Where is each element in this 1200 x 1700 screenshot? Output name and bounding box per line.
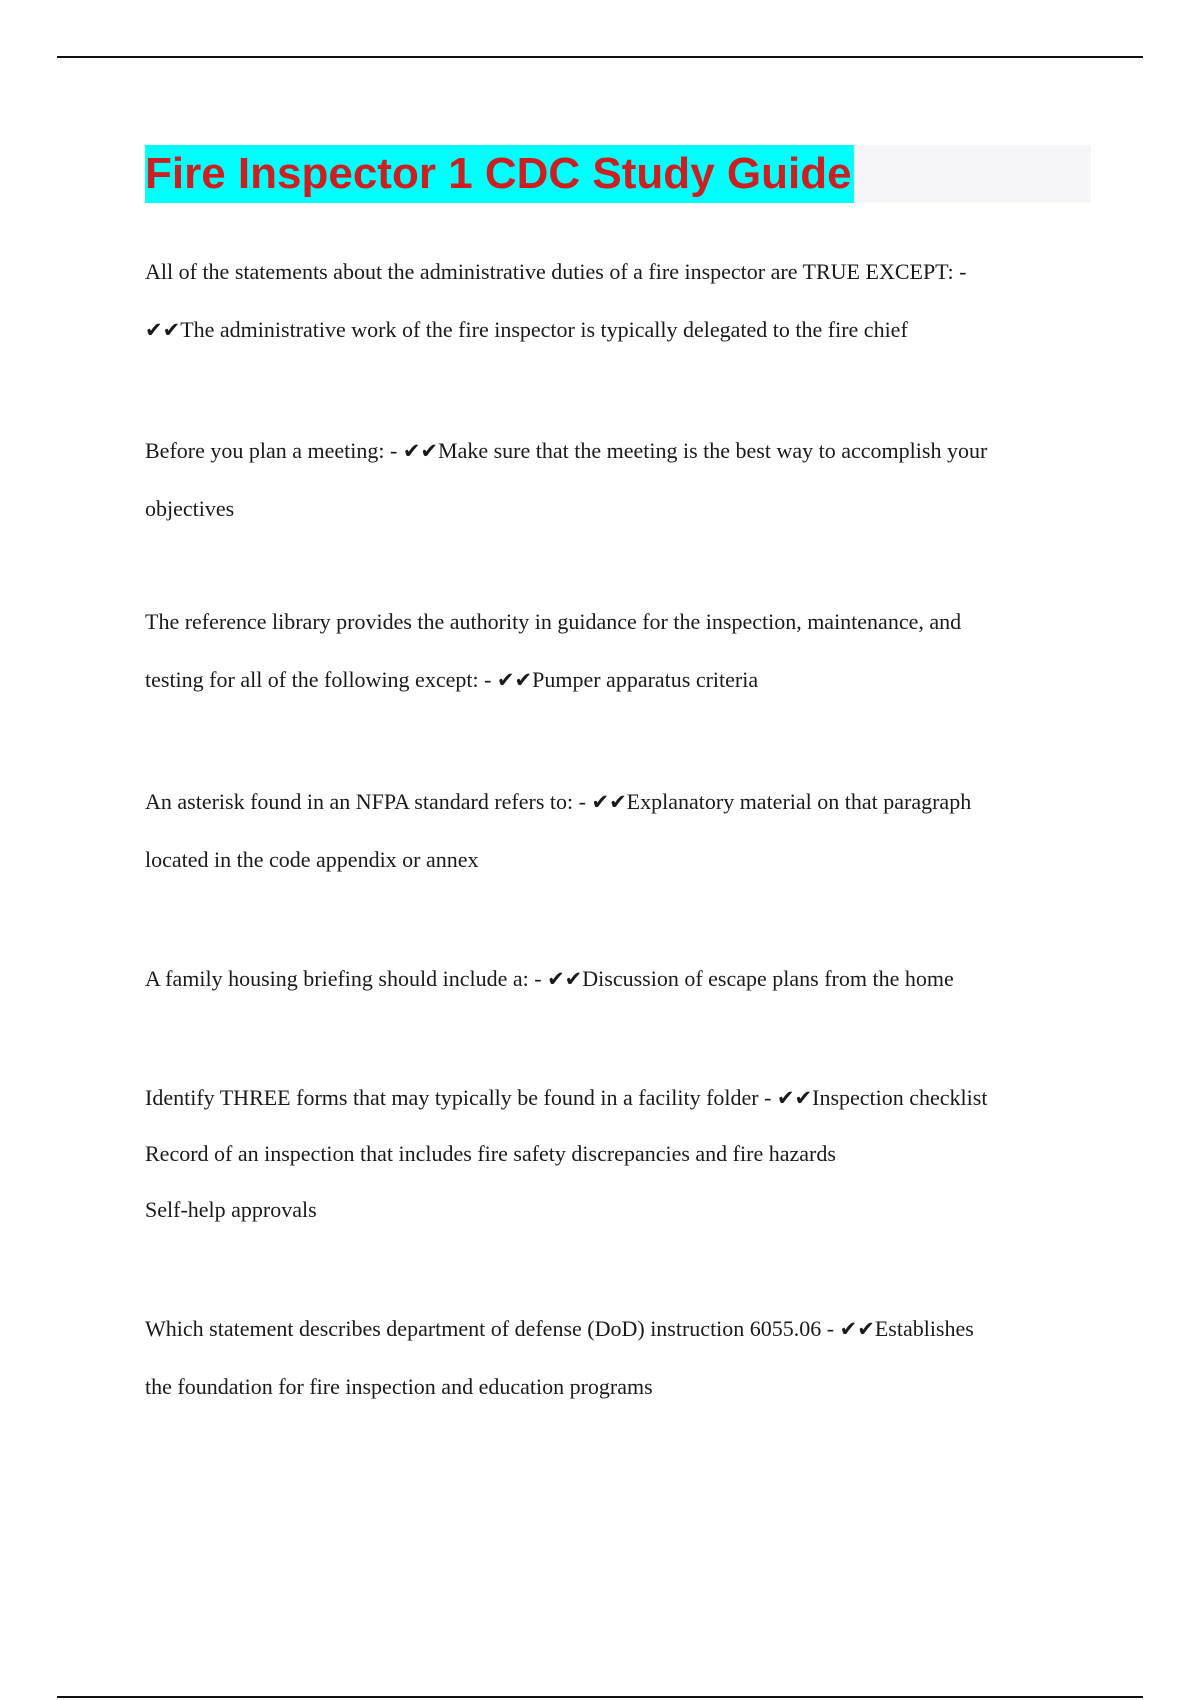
check-mark-icon: ✔✔: [496, 668, 533, 692]
answer-text: Pumper apparatus criteria: [532, 667, 759, 692]
question-text: An asterisk found in an NFPA standard refers to: - ✔✔Explanatory material on that paragraph: [145, 789, 972, 814]
answer-text: Establishes: [874, 1316, 974, 1341]
qa-item-7: [145, 1300, 1085, 1416]
title-band: [145, 145, 1091, 203]
footer-rule: [57, 1696, 1143, 1698]
document-title: Fire Inspector 1 CDC Study Guide: [145, 145, 854, 203]
question-text: All of the statements about the administrative duties of a fire inspector are TRUE EXCEPT: -: [145, 259, 967, 284]
qa-item-6: [145, 1070, 1085, 1238]
question-text: testing for all of the following except: - ✔✔Pumper apparatus criteria: [145, 667, 759, 692]
qa-item-2: [145, 422, 1085, 538]
answer-text: located in the code appendix or annex: [145, 847, 479, 872]
check-mark-icon: ✔✔: [591, 790, 627, 814]
check-mark-icon: ✔✔: [547, 967, 583, 991]
question-text: Identify THREE forms that may typically be found in a facility folder - ✔✔Inspection checklist: [145, 1085, 988, 1110]
answer-text: Record of an inspection that includes fire safety discrepancies and fire hazards: [145, 1141, 836, 1166]
answer-text: Inspection checklist: [812, 1085, 988, 1110]
check-mark-icon: ✔✔: [402, 439, 439, 463]
answer-text: ✔✔The administrative work of the fire inspector is typically delegated to the fire chief: [145, 317, 908, 342]
qa-item-1: [145, 243, 1085, 359]
question-text: Which statement describes department of defense (DoD) instruction 6055.06 - ✔✔Establishes: [145, 1316, 974, 1341]
qa-item-4: [145, 773, 1085, 889]
answer-text: objectives: [145, 496, 235, 521]
qa-item-5: [145, 950, 1085, 1008]
question-text: Before you plan a meeting: - ✔✔Make sure that the meeting is the best way to accomplish your: [145, 438, 988, 463]
question-text: The reference library provides the authority in guidance for the inspection, maintenance, and: [145, 609, 962, 634]
answer-text: the foundation for fire inspection and education programs: [145, 1374, 653, 1399]
check-mark-icon: ✔✔: [145, 318, 181, 342]
answer-text: Make sure that the meeting is the best way to accomplish your: [438, 438, 988, 463]
check-mark-icon: ✔✔: [839, 1317, 875, 1341]
qa-item-3: [145, 593, 1085, 709]
question-text: A family housing briefing should include a: - ✔✔Discussion of escape plans from the home: [145, 966, 954, 991]
check-mark-icon: ✔✔: [776, 1086, 813, 1110]
header-rule: [57, 56, 1143, 58]
answer-text: Self-help approvals: [145, 1197, 317, 1222]
answer-text: Explanatory material on that paragraph: [626, 789, 972, 814]
answer-text: Discussion of escape plans from the home: [582, 966, 954, 991]
